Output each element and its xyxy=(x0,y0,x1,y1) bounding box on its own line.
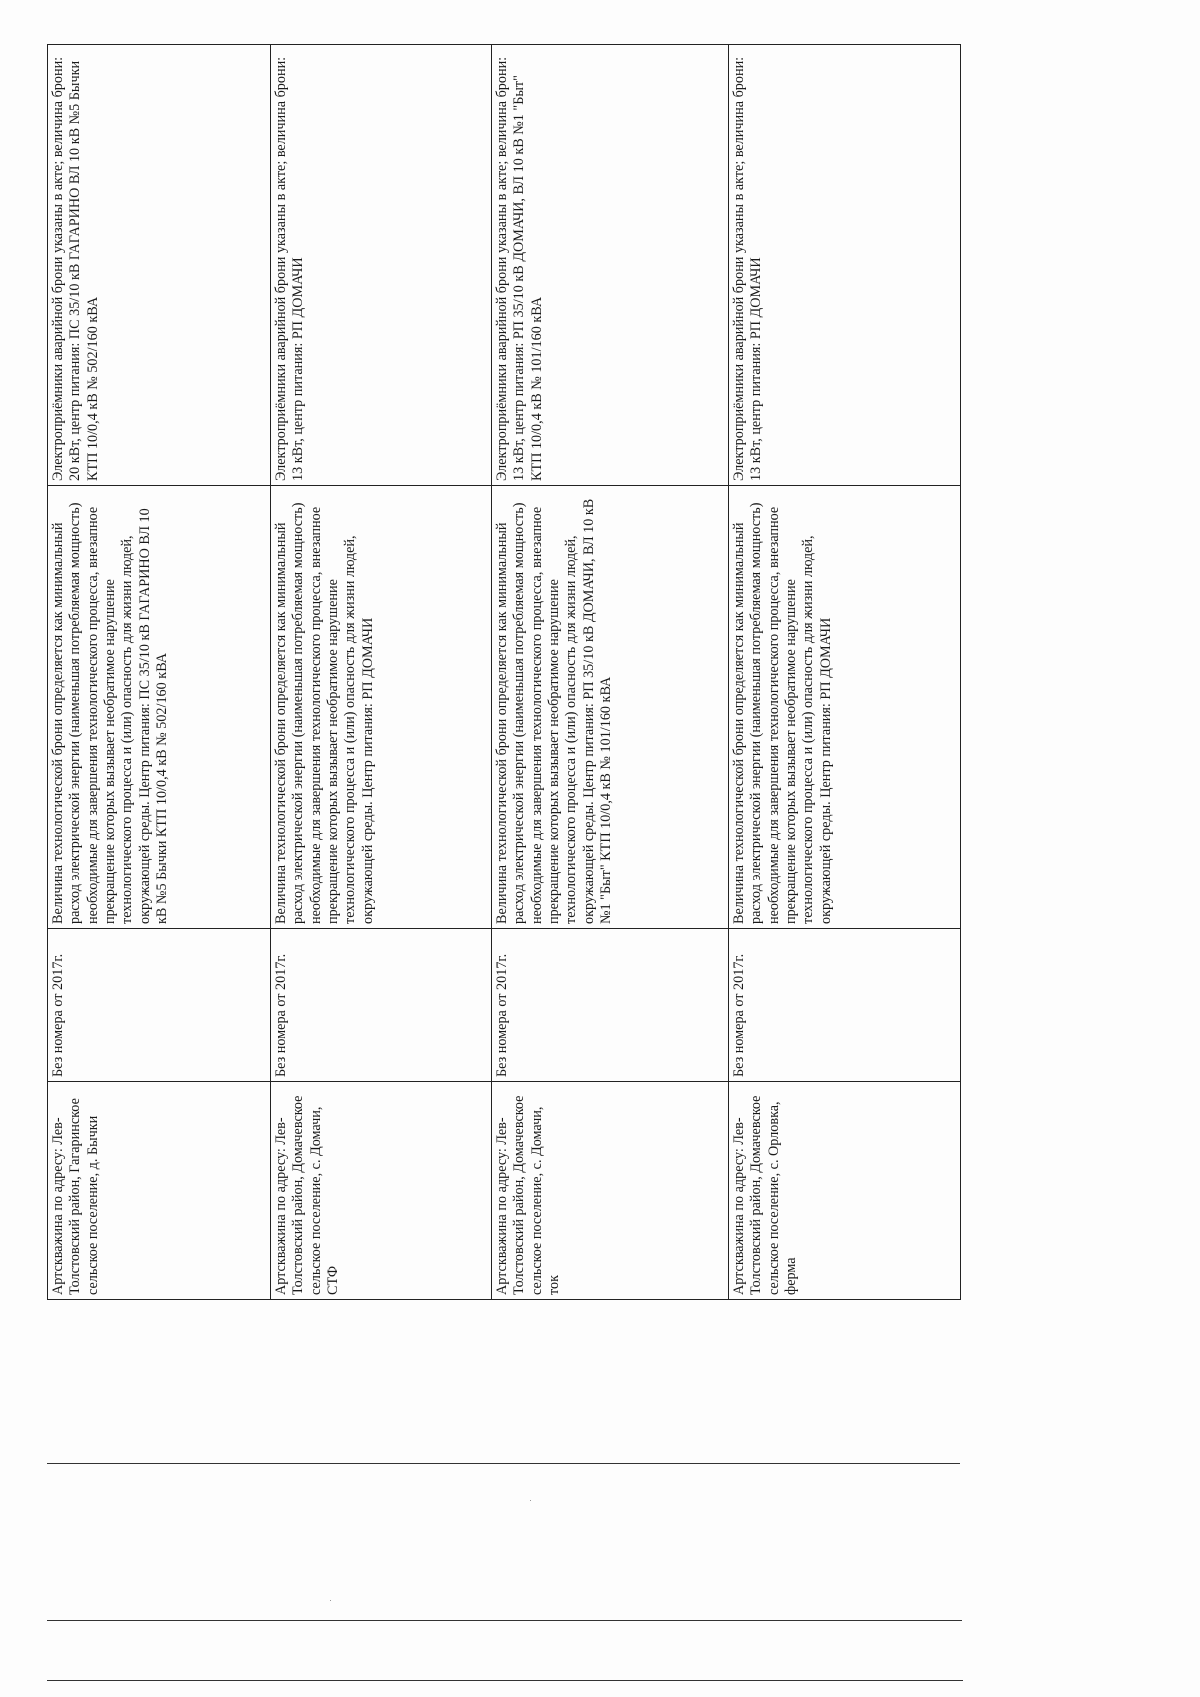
object-cell: Артскважина по адресу: Лев-Толстовский район, Домачевское сельское поселение, с. Орловка, ферма xyxy=(729,1082,961,1300)
tech-reserve-cell: Величина технологической брони определяется как минимальный расход электрической энергии (наименьшая потребляемая мощность) необходимые для завершения технологического процесса, внезапное прекращение которых вызывает необратимое нарушение технологического процесса и (или) опасность для жизни людей, окружающей среды. Центр питания: РП ДОМАЧИ xyxy=(729,486,961,929)
document-cell: Без номера от 2017г. xyxy=(271,929,492,1082)
scan-speck xyxy=(530,1500,531,1501)
blank-rule-line xyxy=(47,1620,962,1621)
table-row xyxy=(48,45,271,1300)
object-cell: Артскважина по адресу: Лев-Толстовский район, Гагаринское сельское поселение, д. Бычки xyxy=(48,1082,271,1300)
tech-reserve-cell: Величина технологической брони определяется как минимальный расход электрической энергии (наименьшая потребляемая мощность) необходимые для завершения технологического процесса, внезапное прекращение которых вызывает необратимое нарушение технологического процесса и (или) опасность для жизни людей, окружающей среды. Центр питания: РП ДОМАЧИ xyxy=(271,486,492,929)
blank-rule-line xyxy=(47,1463,960,1464)
document-cell: Без номера от 2017г. xyxy=(729,929,961,1082)
document-cell: Без номера от 2017г. xyxy=(492,929,729,1082)
tech-reserve-cell: Величина технологической брони определяется как минимальный расход электрической энергии (наименьшая потребляемая мощность) необходимые для завершения технологического процесса, внезапное прекращение которых вызывает необратимое нарушение технологического процесса и (или) опасность для жизни людей, окружающей среды. Центр питания: РП 35/10 кВ ДОМАЧИ, ВЛ 10 кВ №1 "Быт" КТП 10/0,4 кВ № 101/160 кВА xyxy=(492,486,729,929)
object-cell: Артскважина по адресу: Лев-Толстовский район, Домачевское сельское поселение, с. Домачи, ток xyxy=(492,1082,729,1300)
scan-speck xyxy=(330,1600,331,1601)
reserve-table xyxy=(47,44,961,1300)
table-row xyxy=(271,45,492,1300)
table-row xyxy=(729,45,961,1300)
rotated-table-content xyxy=(47,45,960,1300)
blank-rule-line xyxy=(47,1680,963,1681)
emergency-reserve-cell: Электроприёмники аварийной брони указаны в акте; величина брони: 13 кВт, центр питания: РП 35/10 кВ ДОМАЧИ, ВЛ 10 кВ №1 "Быт" КТП 10/0,4 кВ № 101/160 кВА xyxy=(492,45,729,486)
object-cell: Артскважина по адресу: Лев-Толстовский район, Домачевское сельское поселение, с. Домачи, СТФ xyxy=(271,1082,492,1300)
emergency-reserve-cell: Электроприёмники аварийной брони указаны в акте; величина брони: 13 кВт, центр питания: РП ДОМАЧИ xyxy=(729,45,961,486)
emergency-reserve-cell: Электроприёмники аварийной брони указаны в акте; величина брони: 13 кВт, центр питания: РП ДОМАЧИ xyxy=(271,45,492,486)
tech-reserve-cell: Величина технологической брони определяется как минимальный расход электрической энергии (наименьшая потребляемая мощность) необходимые для завершения технологического процесса, внезапное прекращение которых вызывает необратимое нарушение технологического процесса и (или) опасность для жизни людей, окружающей среды. Центр питания: ПС 35/10 кВ ГАГАРИНО ВЛ 10 кВ №5 Бычки КТП 10/0,4 кВ № 502/160 кВА xyxy=(48,486,271,929)
rotated-table-wrapper xyxy=(47,45,960,1300)
document-cell: Без номера от 2017г. xyxy=(48,929,271,1082)
emergency-reserve-cell: Электроприёмники аварийной брони указаны в акте; величина брони: 20 кВт, центр питания: ПС 35/10 кВ ГАГАРИНО ВЛ 10 кВ №5 Бычки КТП 10/0,4 кВ № 502/160 кВА xyxy=(48,45,271,486)
table-row xyxy=(492,45,729,1300)
